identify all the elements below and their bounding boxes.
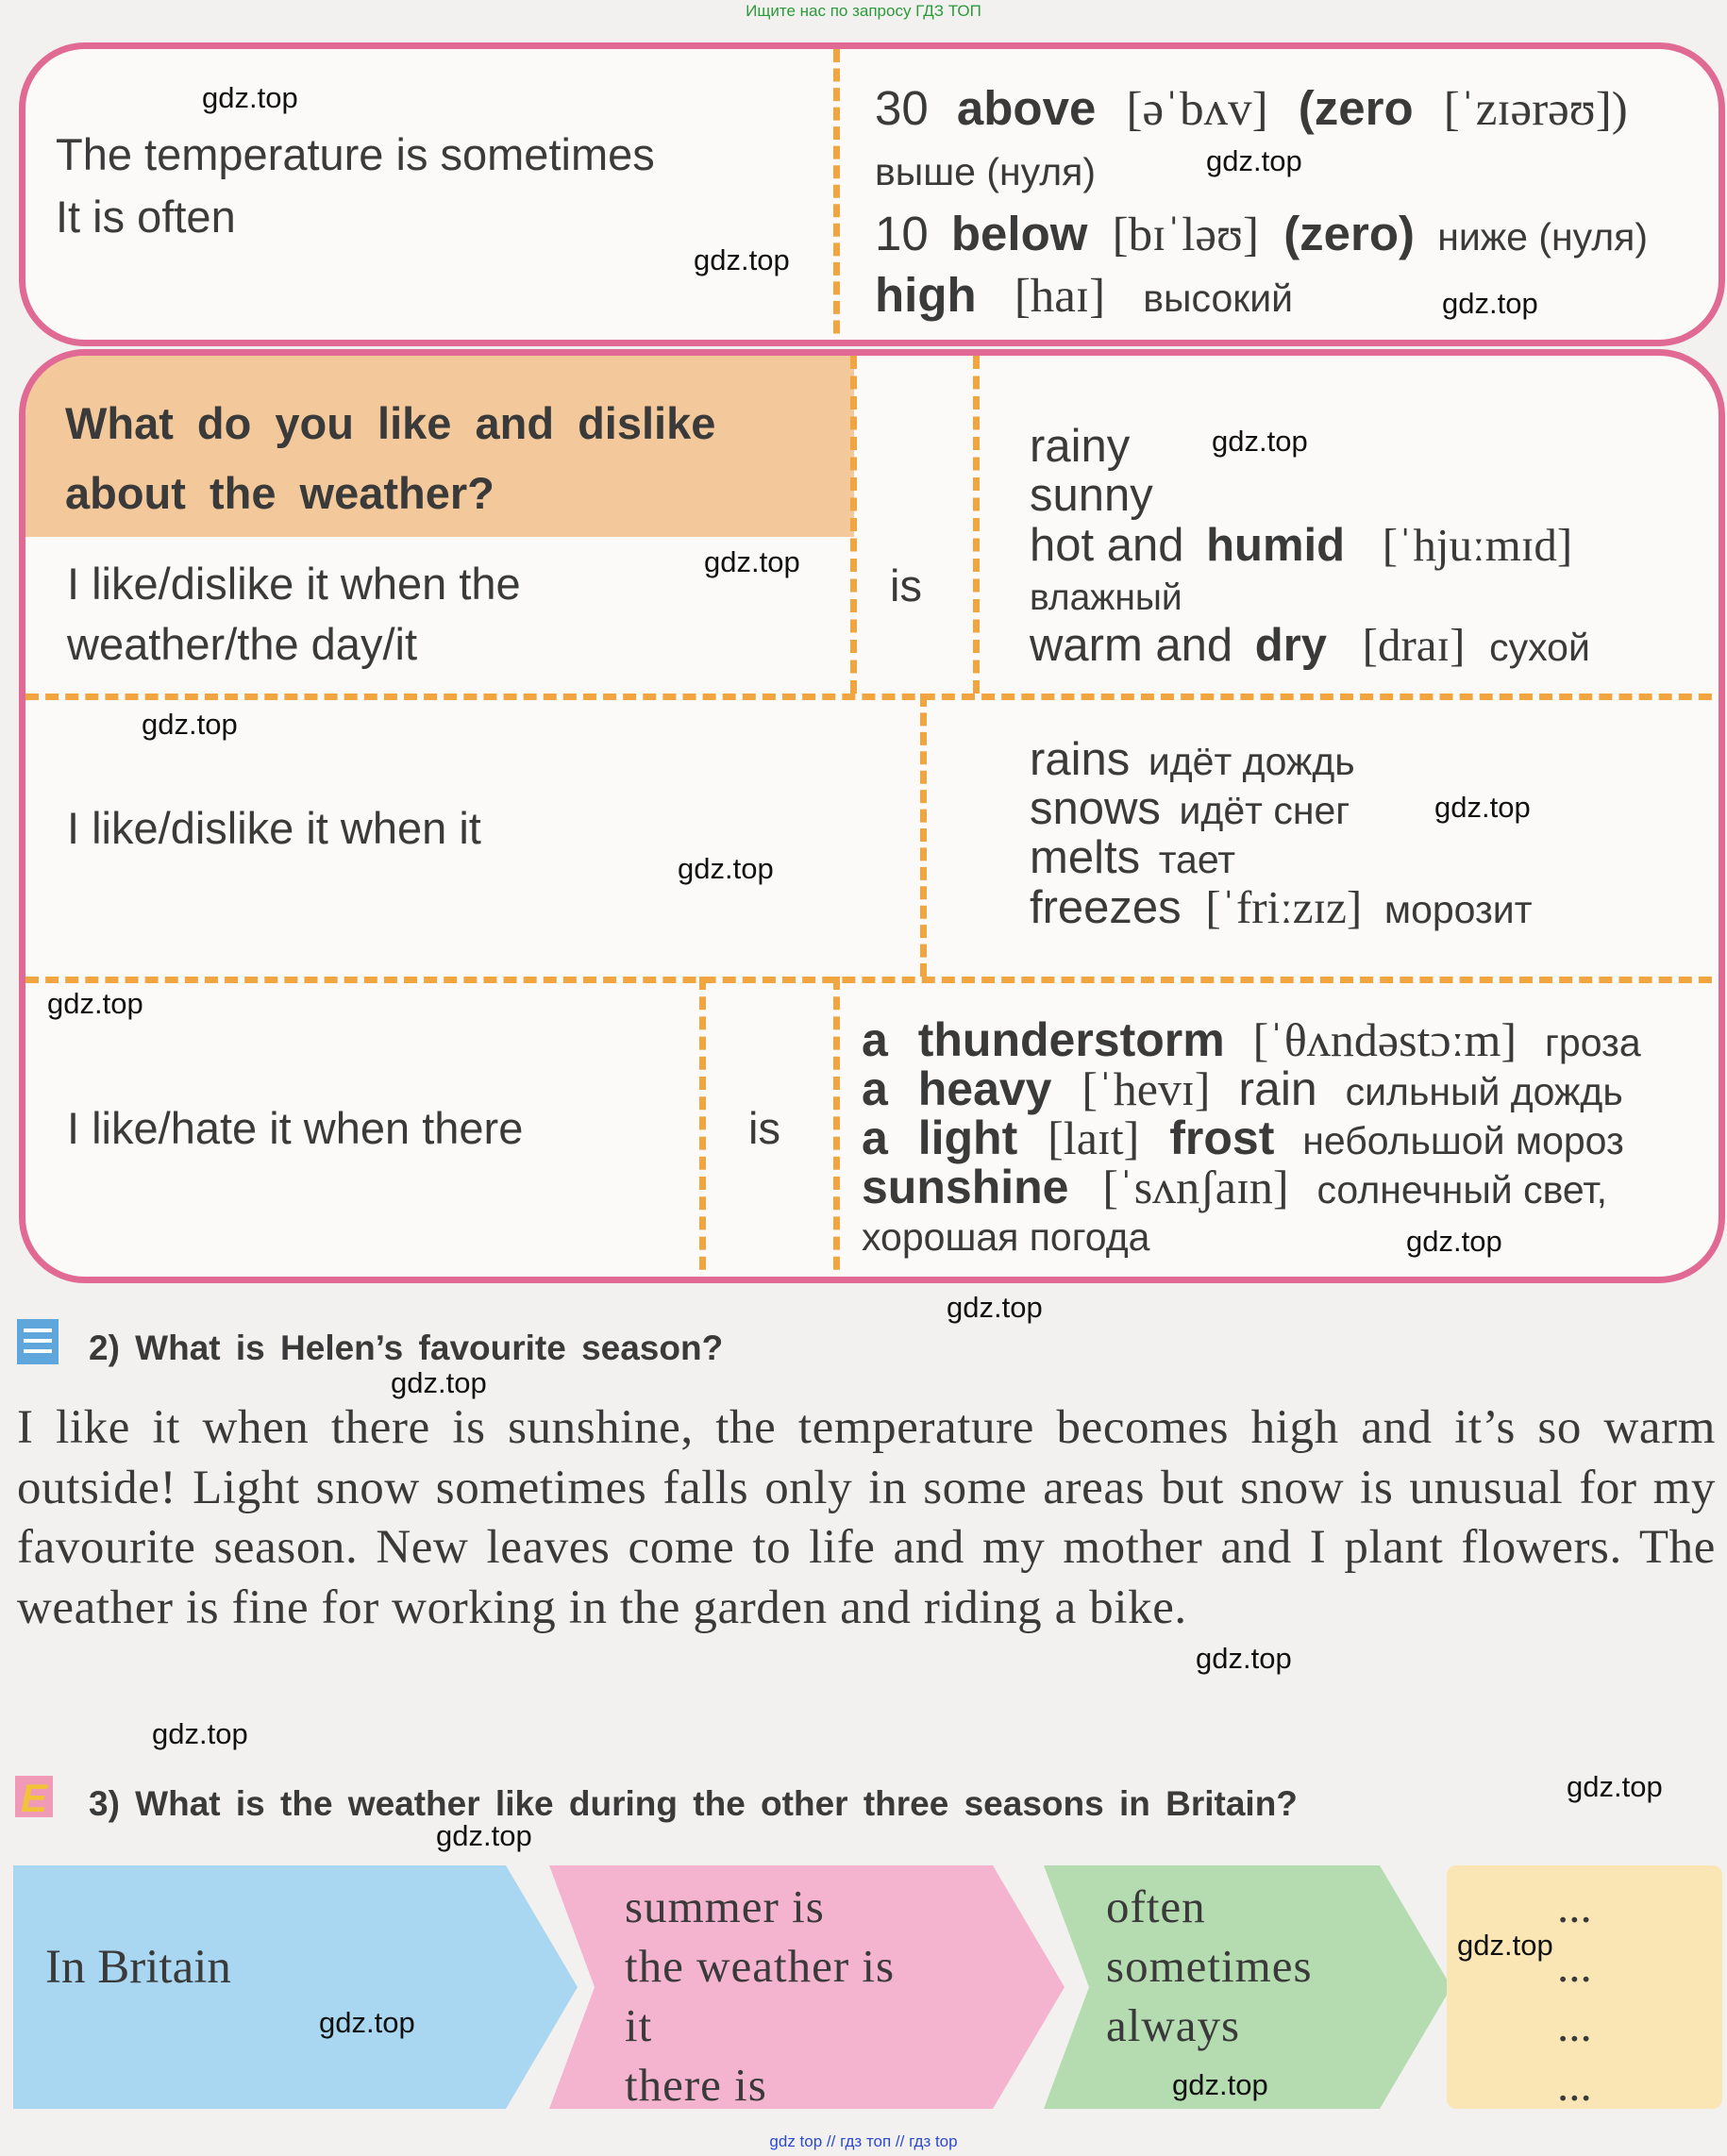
- sec3-line: I like/hate it when there: [67, 1103, 524, 1153]
- row-above-ru: выше (нуля): [875, 150, 1097, 193]
- noun-light-frost: a light [laɪt] frost небольшой мороз: [862, 1111, 1624, 1164]
- q3-col4-3: ...: [1557, 2059, 1592, 2111]
- divider: [833, 49, 840, 346]
- watermark: gdz.top: [947, 1291, 1043, 1324]
- watermark: gdz.top: [1196, 1642, 1292, 1675]
- watermark: gdz.top: [1434, 791, 1531, 824]
- divider: [833, 977, 840, 1283]
- divider: [25, 694, 1725, 700]
- row-above: 30 above [əˈbʌv] (zero [ˈzɪərəʊ]): [875, 81, 1628, 136]
- q3-col2-1: the weather is: [625, 1940, 896, 1992]
- q3-col4-0: ...: [1557, 1880, 1592, 1932]
- divider: [850, 356, 857, 694]
- watermark: gdz.top: [1206, 144, 1302, 177]
- noun-sunshine-ru2: хорошая погода: [862, 1215, 1150, 1259]
- sec1-line-1: I like/dislike it when the: [67, 559, 521, 609]
- is-word: is: [890, 560, 922, 610]
- q3-col1: In Britain: [45, 1941, 231, 1994]
- watermark: gdz.top: [47, 987, 143, 1020]
- q3-col2-2: it: [625, 1999, 653, 2051]
- question-line-2: about the weather?: [65, 468, 495, 518]
- watermark: gdz.top: [202, 81, 298, 114]
- noun-heavy-rain: a heavy [ˈhevɪ] rain сильный дождь: [862, 1062, 1623, 1115]
- adj-rainy: rainy: [1030, 421, 1131, 472]
- header-note: Ищите нас по запросу ГДЗ ТОП: [746, 2, 981, 20]
- watermark: gdz.top: [678, 852, 774, 885]
- q3-col2-3: there is: [625, 2059, 767, 2111]
- sec1-line-2: weather/the day/it: [67, 619, 417, 669]
- question-line-1: What do you like and dislike: [65, 398, 716, 448]
- verb-melts: melts тает: [1030, 832, 1236, 883]
- verb-rains: rains идёт дождь: [1030, 734, 1355, 785]
- divider: [25, 977, 1725, 983]
- divider: [699, 977, 706, 1283]
- noun-thunderstorm: a thunderstorm [ˈθʌndəstɔːm] гроза: [862, 1013, 1641, 1066]
- q3-col4-1: ...: [1557, 1940, 1592, 1992]
- q2-title: 2) What is Helen’s favourite season?: [89, 1329, 724, 1367]
- verb-snows: snows идёт снег: [1030, 783, 1350, 834]
- svg-text:E: E: [21, 1776, 48, 1820]
- watermark: gdz.top: [1406, 1225, 1502, 1258]
- adj-warm-dry: warm and dry [draɪ] сухой: [1030, 619, 1590, 671]
- divider: [973, 356, 980, 694]
- row-high: high [haɪ] высокий: [875, 268, 1294, 323]
- watermark: gdz.top: [319, 2006, 415, 2039]
- q3-col3-1: sometimes: [1106, 1940, 1313, 1992]
- watermark: gdz.top: [704, 545, 800, 578]
- noun-sunshine: sunshine [ˈsʌnʃaɪn] солнечный свет,: [862, 1161, 1607, 1213]
- watermark: gdz.top: [1172, 2068, 1268, 2101]
- q3-col3-0: often: [1106, 1880, 1206, 1932]
- q3-col2-0: summer is: [625, 1880, 825, 1932]
- adj-humid-ru: влажный: [1030, 577, 1182, 618]
- watermark: gdz.top: [1442, 287, 1538, 320]
- e-letter-icon: [13, 1774, 60, 1821]
- temp-line-1: The temperature is sometimes: [56, 129, 655, 179]
- q2-paragraph: I like it when there is sunshine, the temperature becomes high and it’s so warm outside! Light snow sometimes falls only in some areas but snow is unusual for my favourite season. New leaves come to life and my mother and I plant flowers. The weather is fine for working in the garden and riding a bike.: [17, 1401, 1716, 1634]
- watermark: gdz.top: [391, 1366, 487, 1399]
- sec2-line: I like/dislike it when it: [67, 803, 481, 853]
- watermark: gdz.top: [152, 1717, 248, 1750]
- row-below: 10 below [bɪˈləʊ] (zero) ниже (нуля): [875, 207, 1649, 261]
- q3-title: 3) What is the weather like during the other three seasons in Britain?: [89, 1784, 1298, 1823]
- list-icon: [17, 1319, 59, 1364]
- watermark: gdz.top: [694, 243, 790, 276]
- adj-hot-humid: hot and humid [ˈhjuːmɪd]: [1030, 519, 1573, 571]
- watermark: gdz.top: [1567, 1770, 1663, 1803]
- footer-note: gdz top // гдз топ // гдз top: [769, 2132, 958, 2150]
- q3-col4-2: ...: [1557, 1999, 1592, 2051]
- temp-line-2: It is often: [56, 192, 236, 242]
- watermark: gdz.top: [1212, 425, 1308, 458]
- q3-col3-2: always: [1106, 1999, 1241, 2051]
- watermark: gdz.top: [1457, 1929, 1553, 1962]
- is-word: is: [748, 1103, 780, 1153]
- verb-freezes: freezes [ˈfriːzɪz] морозит: [1030, 881, 1533, 933]
- watermark: gdz.top: [436, 1819, 532, 1852]
- watermark: gdz.top: [142, 708, 238, 741]
- divider: [920, 694, 927, 977]
- adj-sunny: sunny: [1030, 470, 1153, 521]
